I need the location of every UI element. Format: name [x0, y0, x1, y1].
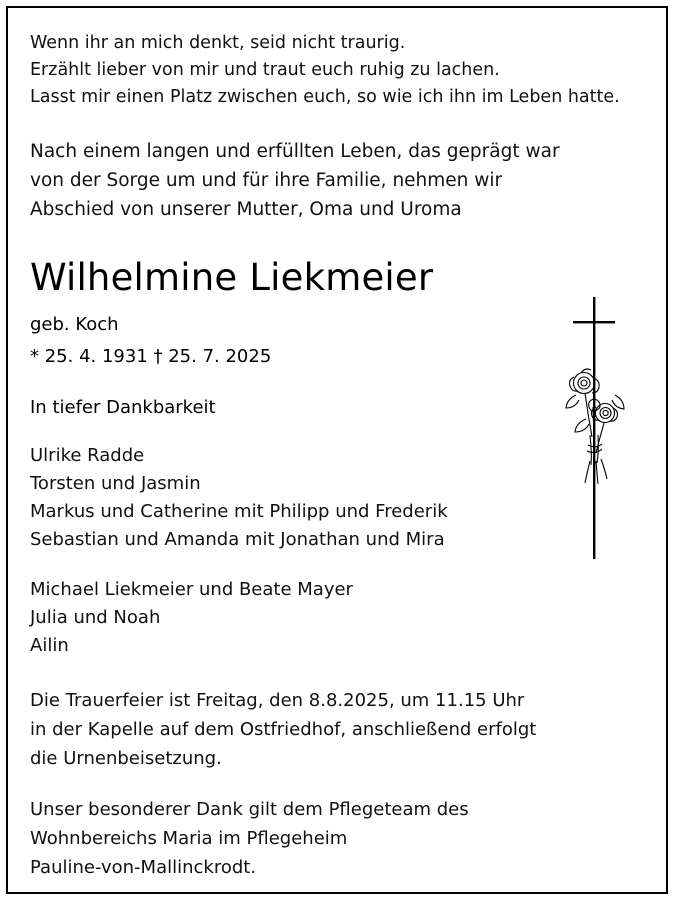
service-line: Die Trauerfeier ist Freitag, den 8.8.2025, um 11.15 Uhr: [30, 690, 525, 711]
cross-with-roses-icon: [560, 295, 640, 565]
gratitude-line: Wohnbereichs Maria im Pflegeheim: [30, 828, 348, 849]
intro-line: Nach einem langen und erfüllten Leben, das geprägt war: [30, 141, 560, 162]
gratitude-line: Pauline-von-Mallinckrodt.: [30, 857, 257, 878]
family-member-line: Markus und Catherine mit Philipp und Frederik: [30, 501, 448, 522]
family-member-line: Michael Liekmeier und Beate Mayer: [30, 579, 353, 600]
poem-line: Erzählt lieber von mir und traut euch ruhig zu lachen.: [30, 60, 500, 80]
family-member-line: Ailin: [30, 635, 69, 656]
family-group-one: [30, 442, 550, 554]
service-details: [30, 686, 550, 773]
intro-block: [30, 137, 560, 224]
family-member-line: Sebastian und Amanda mit Jonathan und Mira: [30, 529, 445, 550]
intro-line: Abschied von unserer Mutter, Oma und Uroma: [30, 199, 462, 220]
family-member-line: Torsten und Jasmin: [30, 473, 201, 494]
thanks-line: In tiefer Dankbarkeit: [30, 397, 216, 418]
service-line: die Urnenbeisetzung.: [30, 748, 222, 769]
family-member-line: Ulrike Radde: [30, 445, 145, 466]
intro-line: von der Sorge um und für ihre Familie, nehmen wir: [30, 170, 503, 191]
family-member-line: Julia und Noah: [30, 607, 161, 628]
maiden-name: geb. Koch: [30, 314, 119, 335]
deceased-name: Wilhelmine Liekmeier: [30, 256, 434, 299]
service-line: in der Kapelle auf dem Ostfriedhof, anschließend erfolgt: [30, 719, 537, 740]
poem-block: [30, 30, 620, 111]
family-group-two: [30, 576, 550, 660]
obituary-content: [30, 30, 620, 900]
poem-line: Lasst mir einen Platz zwischen euch, so wie ich ihn im Leben hatte.: [30, 87, 620, 107]
gratitude-line: Unser besonderer Dank gilt dem Pflegeteam des: [30, 799, 469, 820]
gratitude-block: [30, 795, 550, 882]
poem-line: Wenn ihr an mich denkt, seid nicht traurig.: [30, 33, 406, 53]
birth-death-dates: * 25. 4. 1931 † 25. 7. 2025: [30, 346, 272, 367]
